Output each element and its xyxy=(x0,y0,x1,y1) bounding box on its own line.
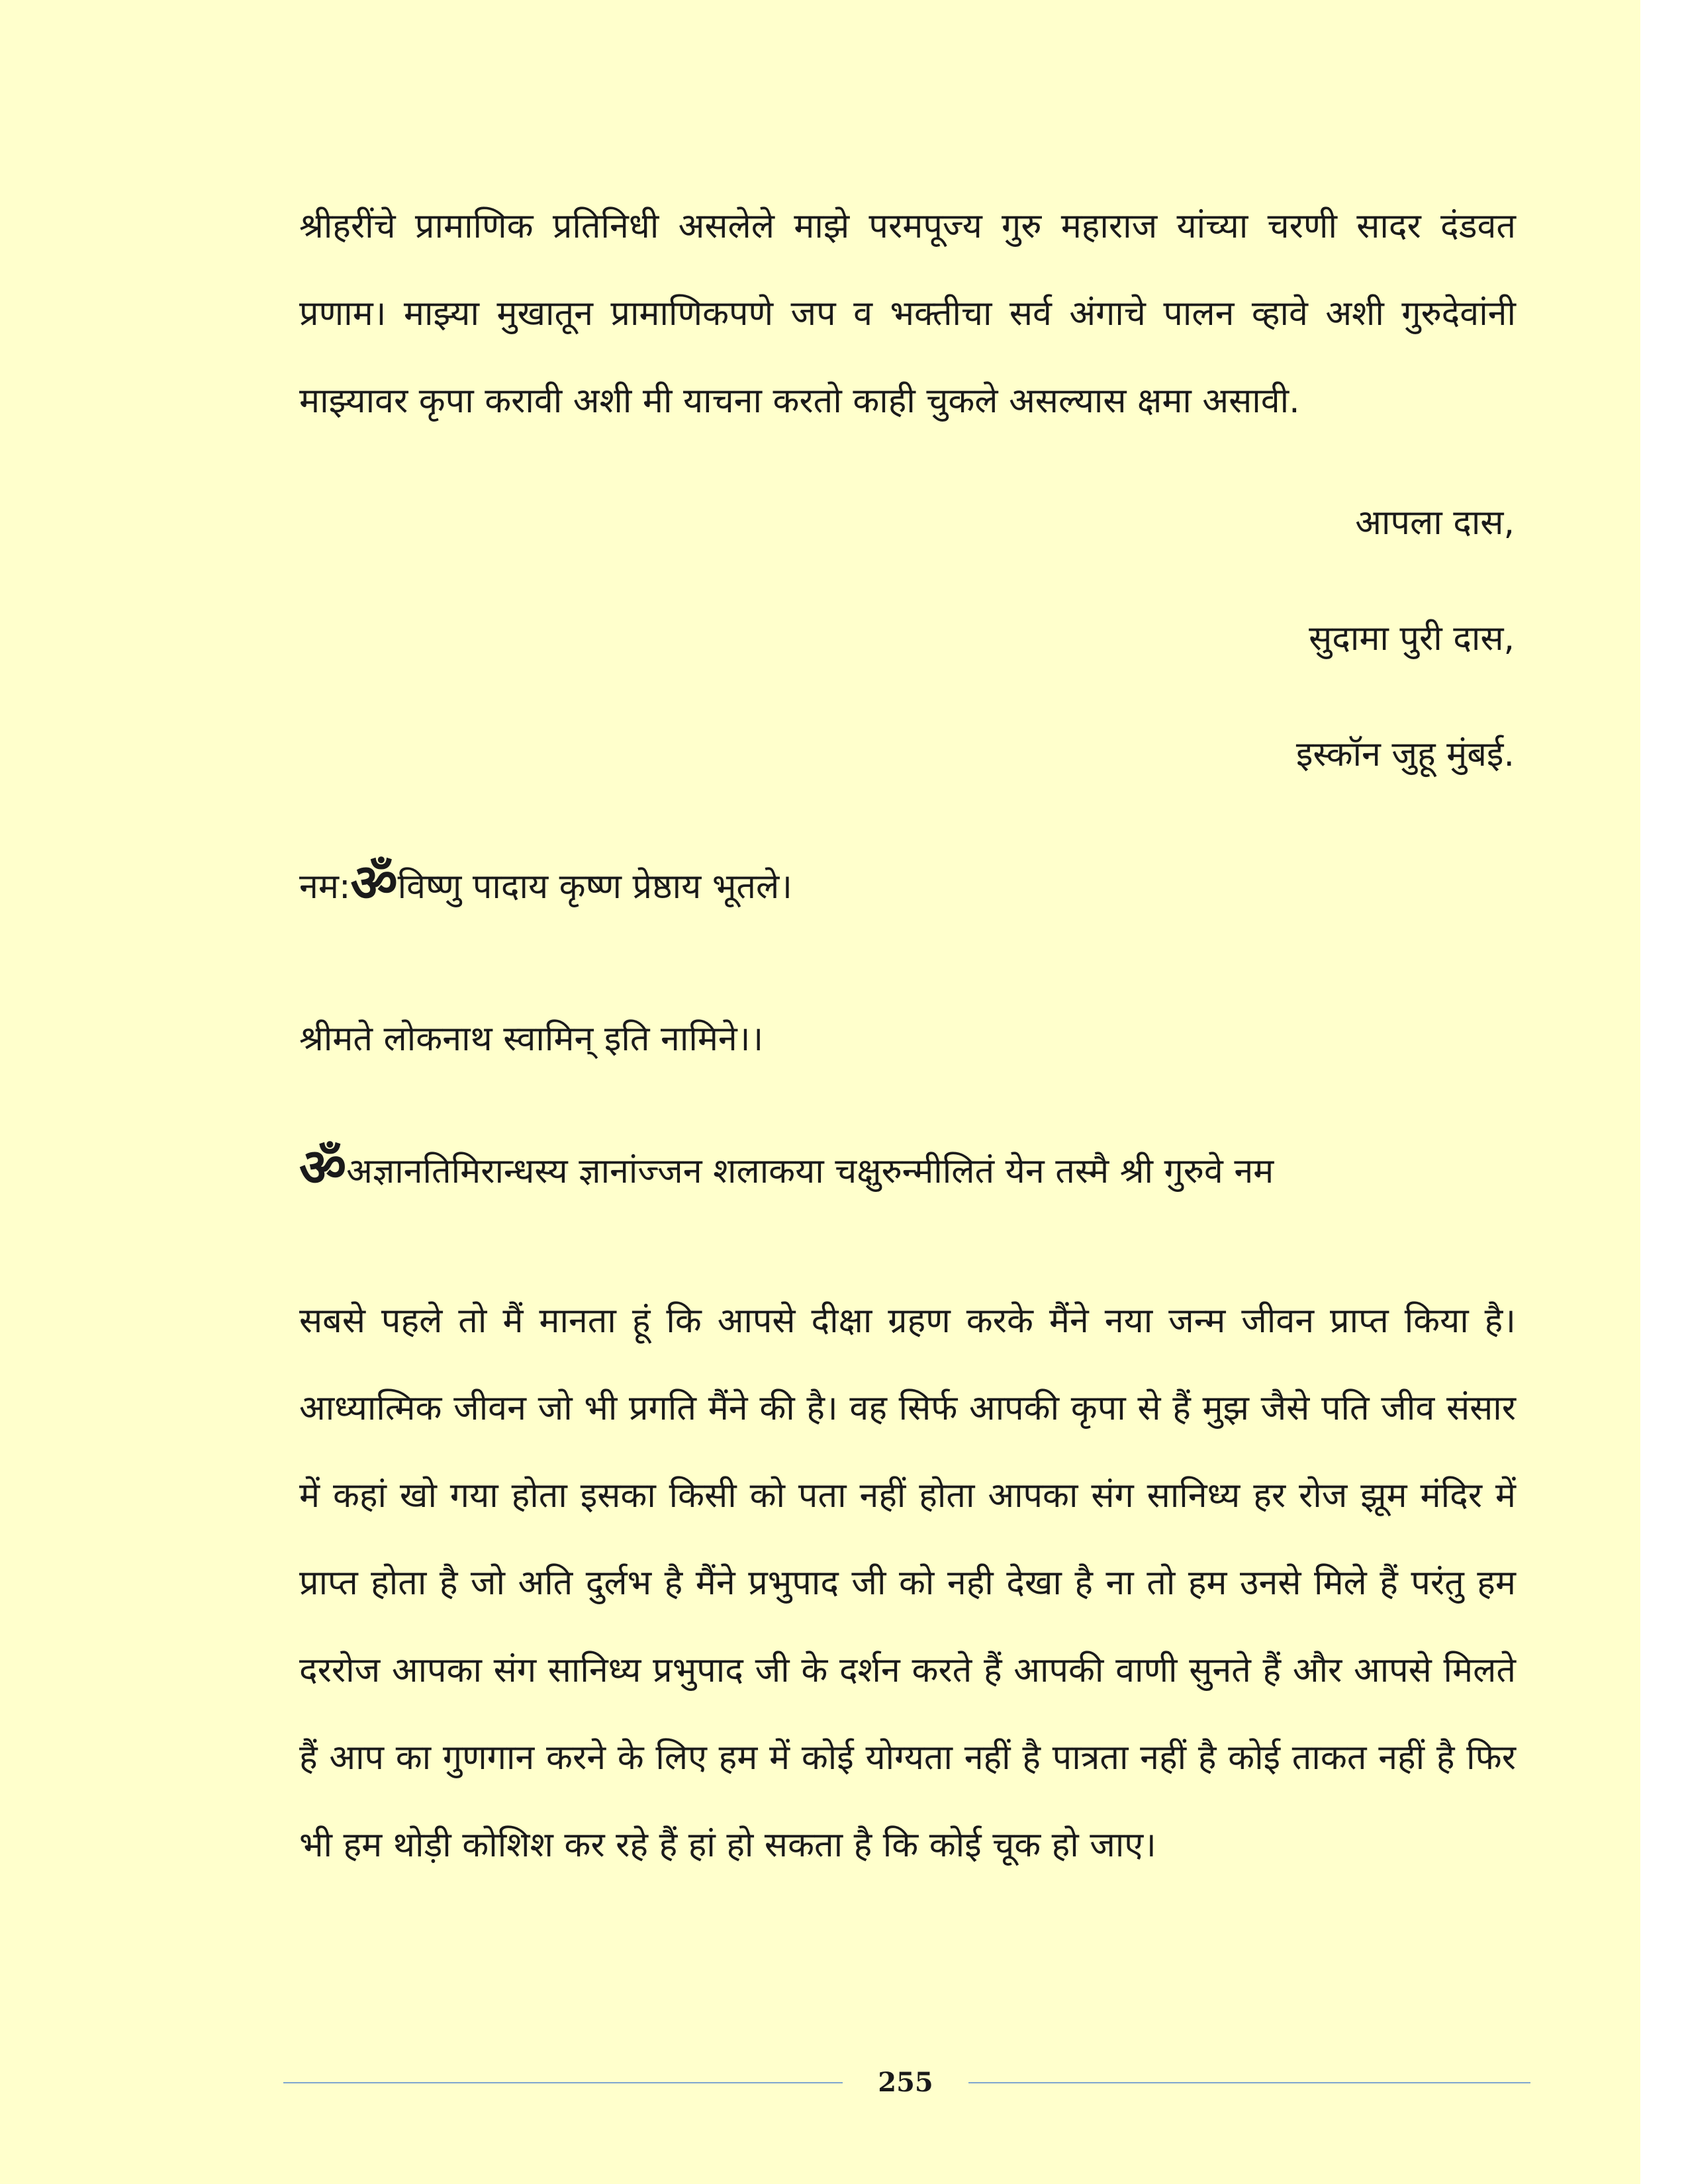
om-symbol-icon: ॐ xyxy=(299,1138,347,1198)
verse-line-3 xyxy=(299,1138,1274,1198)
verse-line-1 xyxy=(299,854,792,913)
verse-1-prefix: नम: xyxy=(299,867,351,907)
om-symbol-icon: ॐ xyxy=(350,854,398,913)
signoff-line-3: इस्कॉन जुहू मुंबई. xyxy=(1295,735,1515,774)
verse-3-text: अज्ञानतिमिरान्धस्य ज्ञानांज्जन शलाकया चक्षुरुन्मीलितं येन तस्मै श्री गुरुवे नम xyxy=(346,1152,1274,1191)
footer-divider-right xyxy=(968,2082,1530,2083)
hindi-paragraph: सबसे पहले तो मैं मानता हूं कि आपसे दीक्षा ग्रहण करके मैंने नया जन्म जीवन प्राप्त किया है। आध्यात्मिक जीवन जो भी प्रगति मैंने की है। वह सिर्फ आपकी कृपा से हैं मुझ जैसे पति जीव संसार में कहां खो गया होता इसका किसी को पता नहीं होता आपका संग सानिध्य हर रोज झूम मंदिर में प्राप्त होता है जो अति दुर्लभ है मैंने प्रभुपाद जी को नही देखा है ना तो हम उनसे मिले हैं परंतु हम दररोज आपका संग सानिध्य प्रभुपाद जी के दर्शन करते हैं आपकी वाणी सुनते हैं और आपसे मिलते हैं आप का गुणगान करने के लिए हम में कोई योग्यता नहीं है पात्रता नहीं है कोई ताकत नहीं है फिर भी हम थोड़ी कोशिश कर रहे हैं हां हो सकता है कि कोई चूक हो जाए। xyxy=(299,1301,1516,1865)
verse-line-2: श्रीमते लोकनाथ स्वामिन् इति नामिने।। xyxy=(299,1019,764,1059)
footer-divider-left xyxy=(283,2082,843,2083)
signoff-line-1: आपला दास, xyxy=(1355,503,1515,543)
signoff-line-2: सुदामा पुरी दास, xyxy=(1309,619,1515,659)
marathi-paragraph: श्रीहरींचे प्रामाणिक प्रतिनिधी असलेले माझे परमपूज्य गुरु महाराज यांच्या चरणी सादर दंडवत प्रणाम। माझ्या मुखातून प्रामाणिकपणे जप व भक्तीचा सर्व अंगाचे पालन व्हावे अशी गुरुदेवांनी माझ्यावर कृपा करावी अशी मी याचना करतो काही चुकले असल्यास क्षमा असावी. xyxy=(299,206,1516,421)
verse-1-text: विष्णु पादाय कृष्ण प्रेष्ठाय भूतले। xyxy=(397,867,792,907)
page-number: 255 xyxy=(878,2067,933,2098)
